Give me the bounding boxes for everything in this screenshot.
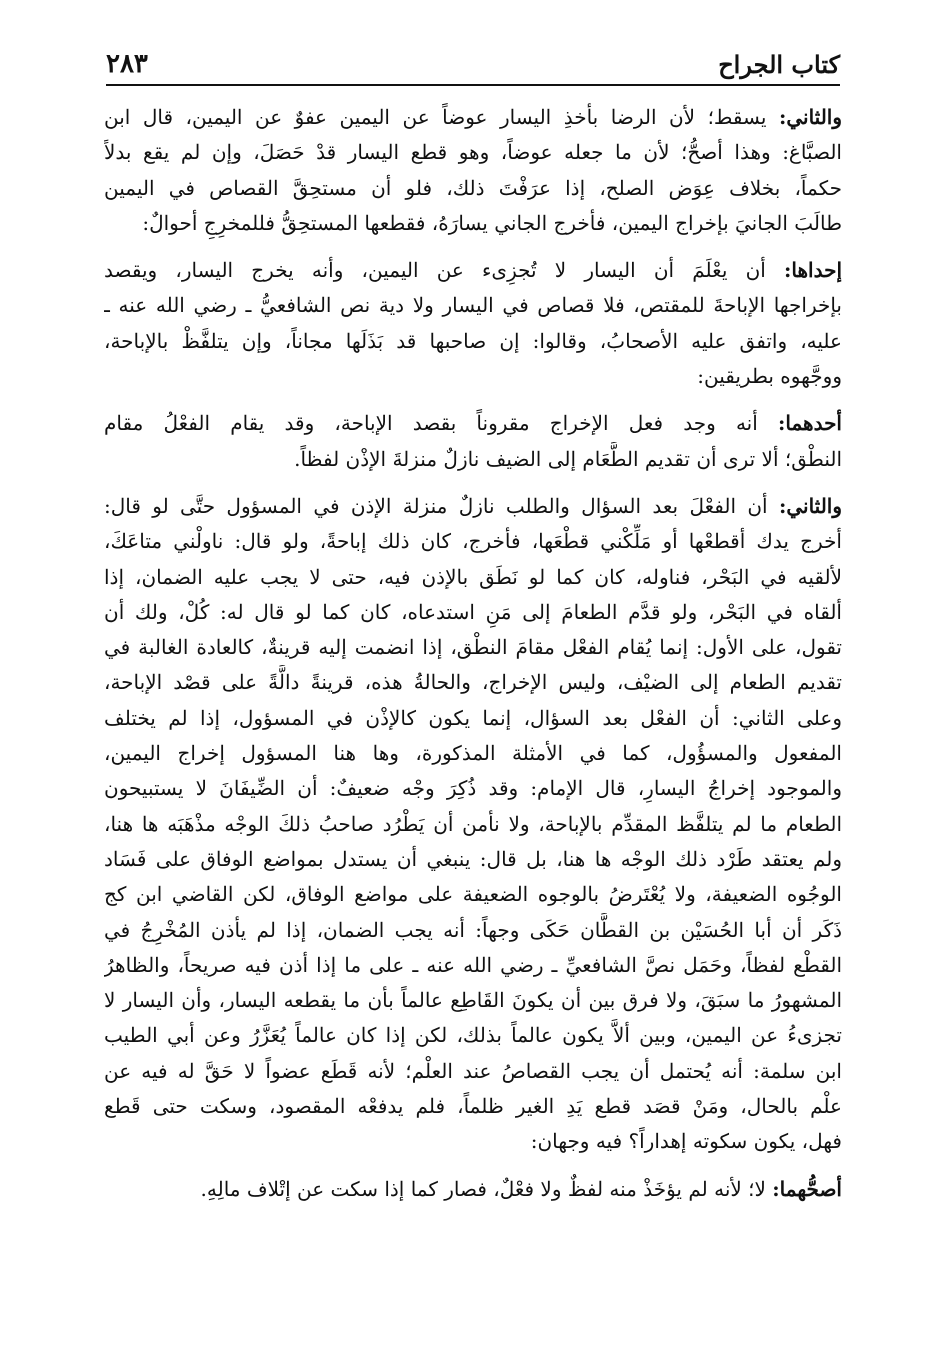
text-line: ذَكَر أن أبا الحُسَيْن بن القطَّان حَكَى وجهاً: أنه يجب الضمان، إذا لم يأذن المُخْرِجُ في (104, 917, 842, 942)
paragraph-lead: إحداها: (784, 258, 842, 283)
paragraph-lead: أحدهما: (777, 411, 842, 436)
line-text: أن يعْلَمَ أن اليسار لا تُجزِىء عن اليمين، وأنه يخرج اليسار، ويقصد (104, 258, 766, 283)
text-line: القطْع لفظاً، وحَمَل نصَّ الشافعيِّ ـ رضي الله عنه ـ على ما إذا أذن فيه صريحاً، والظاهرُ (104, 952, 842, 977)
page-body (104, 100, 842, 1219)
text-line: الوجُوه الضعيفة، ولا يُعْتَرضُ بالوجوه الضعيفة على مواضع الوفاق، لكن القاضي ابن كج (104, 882, 842, 907)
paragraph (104, 253, 842, 394)
line-text: يسقط؛ لأن الرضا بأخذِ اليسار عوضاً عن اليمين عفوٌ عن اليمين، قال ابن (104, 105, 767, 129)
running-title: كتاب الجراح (718, 49, 840, 79)
header-rule (106, 84, 840, 86)
text-line: الصبَّاغ: وهذا أصحُّ؛ لأن ما جعله عوضاً، وهو قطع اليسار قدْ حَصَلَ، وإن لم يقع بدلاً (104, 140, 842, 165)
text-line: علْم بالحال، ومَنْ قصَد قطع يَدِ الغير ظلماً، فلم يدفعْه المقصود، وسكت حتى قَطع (104, 1094, 842, 1119)
line-text: لا؛ لأنه لم يؤخَذْ منه لفظٌ ولا فعْلٌ، فصار كما إذا سكت عن إتْلاف مالِهِ. (200, 1176, 766, 1201)
text-line: طالَبَ الجانيَ بإخراج اليمين، فأخرج الجاني يسارَهُ، فقطعها المستحِقُّ فللمخرِجِ أحوالٌ: (142, 210, 842, 235)
text-line: لألقيه في البَحْر، فناوله، كان كما لو نَطَق بالإذن فيه، حتى لا يجب عليه الضمان، إذا (104, 564, 842, 589)
paragraph (104, 406, 842, 477)
text-line: المشهورُ ما سبَقَ، ولا فرق بين أن يكونَ القَاطِع عالماً بأن ما يقطعه اليسار، وأن اليسار لا (104, 988, 842, 1013)
text-line (104, 1172, 842, 1207)
text-line: وعلى الثاني: أن الفعْل بعد السؤال، إنما يكون كالإذْن في المسؤول، إذا لم يختلف (104, 705, 842, 730)
text-line: ابن سلمة: أنه يُحتمل أن يجب القصاصُ عند العلْم؛ لأنه قَطَع عضواً لا حَقَّ له فيه عن (104, 1058, 842, 1083)
paragraph (104, 1172, 842, 1207)
paragraph-lead: أصحُّهما: (772, 1176, 842, 1201)
text-line (104, 253, 842, 288)
line-text: أنه وجد فعل الإخراج مقروناً بقصد الإباحة، وقد يقام الفعْلُ مقام (104, 411, 758, 436)
text-line: حكماً، بخلاف عِوَض الصلح، إذا عرَفْتَ ذلك، فلو أن مستحِقَّ القصاص في اليمين (104, 175, 842, 200)
text-line (104, 406, 842, 441)
paragraph (104, 489, 842, 1160)
paragraph-lead: والثاني: (778, 105, 842, 129)
text-line: ألقاه في البَحْر، ولو قدَّم الطعامَ إلى مَنِ استدعاه، كان كما لو قال له: كُلْ، ولك أن (104, 599, 842, 624)
text-line: والموجود إخراجُ اليسارِ، قال الإمام: وقد ذُكِرَ وجْه ضعيفٌ: أن الضِّيفَانَ لا يستبيحون (104, 776, 842, 801)
text-line: المفعول والمسؤُول، كما في الأمثلة المذكورة، وها هنا المسؤول إخراج اليمين، (104, 741, 842, 766)
page-header (106, 44, 840, 84)
text-line: تقديم الطعام إلى الضيْف، وليس الإخراج، والحالةُ هذه، قرينةً دالَّةً على قصْد الإباحة، (104, 670, 842, 695)
text-line: عليه، واتفق عليه الأصحابُ، وقالوا: إن صاحبها قد بَذَلَها مجاناً، وإن يتلفَّظْ بالإباحة، (104, 328, 842, 353)
text-line (104, 489, 842, 524)
text-line (104, 100, 842, 135)
text-line: الطعام ما لم يتلفَّظ المقدِّم بالإباحة، ولا نأمن أن يَطْرُد صاحبُ ذلكَ الوجْه مذْهَبَه ها هنا، (104, 811, 842, 836)
text-line: فهل، يكون سكوته إهداراً؟ فيه وجهان: (530, 1129, 842, 1154)
text-line: تقول، على الأول: إنما يُقام الفعْل مقامَ النطْق، إذا انضمت إليه قرينةٌ، كالعادة الغالبة في (104, 635, 842, 660)
text-line: النطْق؛ ألا ترى أن تقديم الطَّعَام إلى الضيف نازلٌ منزلةَ الإذْن لفظاً. (294, 446, 842, 471)
text-line: أخرج يدك أقطعْها أو مَلِّكْني قطْعَها، فأخرج، كان ذلك إباحةً، ولو قال: ناولْني متاعَكَ، (104, 529, 842, 554)
paragraph (104, 100, 842, 241)
text-line: تجزىءُ عن اليمين، وبين ألاَّ يكون عالماً بذلك، لكن إذا كان عالماً يُعَزَّرُ وعن أبي الطيب (104, 1023, 842, 1048)
line-text: أن الفعْلَ بعد السؤال والطلب نازلٌ منزلة الإذن في المسؤول حتَّى لو قال: (104, 493, 768, 518)
text-line: بإخراجها الإباحةَ للمقتص، فلا قصاص في اليسار ولا دية نص الشافعيُّ ـ رضي الله عنه ـ (104, 293, 842, 318)
text-line: ولم يعتقد طَرْد ذلك الوجْه ها هنا، بل قال: ينبغي أن يستدل بمواضع الوفاق على فَسَاد (104, 846, 842, 871)
page-number: ٢٨٣ (106, 49, 148, 79)
paragraph-lead: والثاني: (778, 493, 842, 518)
text-line: ووجَّهوه بطريقين: (697, 364, 842, 389)
